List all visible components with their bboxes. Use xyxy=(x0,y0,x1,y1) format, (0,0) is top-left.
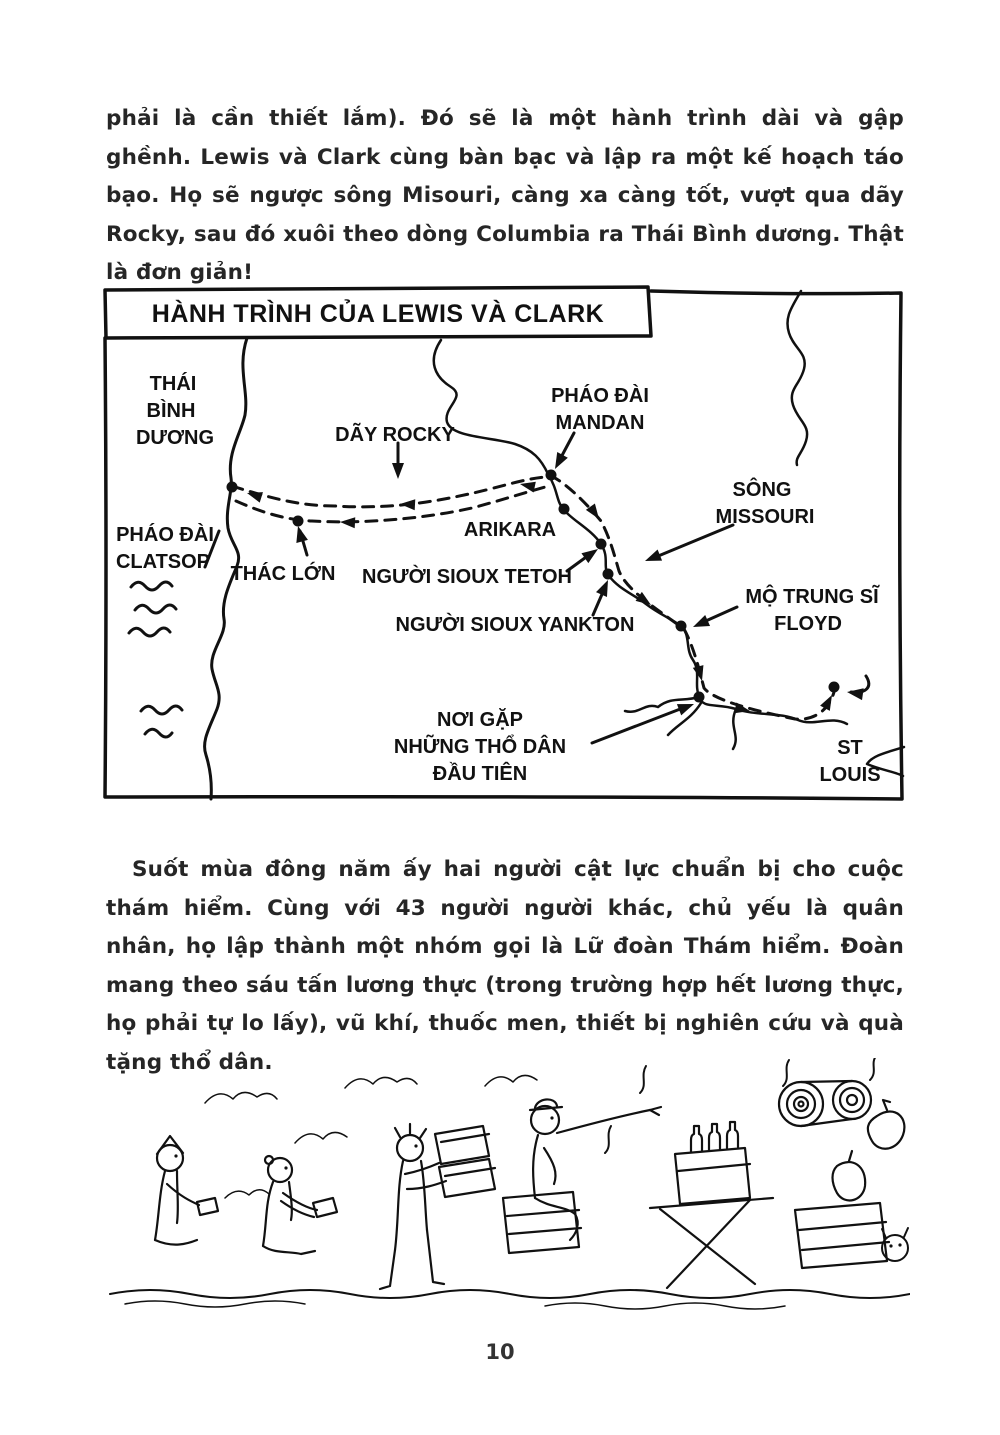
figure-kneeling xyxy=(263,1156,337,1254)
ham-icon xyxy=(868,1100,905,1149)
map-label-fort-mandan-line2: MANDAN xyxy=(555,412,645,434)
map-title: HÀNH TRÌNH CỦA LEWIS VÀ CLARK xyxy=(151,300,605,328)
steam-curls xyxy=(605,1058,876,1153)
map-label-missouri-line2: MISSOURI xyxy=(715,506,815,528)
map-label-first-natives-line1: NƠI GẶP xyxy=(437,709,523,731)
dot-first-natives xyxy=(694,692,705,703)
supply-table xyxy=(650,1122,773,1288)
map-label-rocky: DÃY ROCKY xyxy=(335,424,455,446)
dot-sioux-yankton xyxy=(603,569,614,580)
figure-seated-left xyxy=(155,1136,218,1245)
map-label-floyd-line1: MỘ TRUNG SĨ xyxy=(745,586,879,608)
cloud-scribbles xyxy=(205,1075,537,1198)
barrel-rolls xyxy=(779,1081,871,1126)
map-label-fort-clatsop-line1: PHÁO ĐÀI xyxy=(116,524,214,546)
ground-scribble xyxy=(125,1301,785,1309)
map-label-first-natives-line2: NHỮNG THỔ DÂN xyxy=(393,736,567,758)
map-label-fort-mandan-line1: PHÁO ĐÀI xyxy=(551,385,649,407)
figure-carrying-boxes xyxy=(380,1124,495,1289)
figure-leader-pointing xyxy=(503,1099,661,1253)
map-label-st-louis-line2: LOUIS xyxy=(819,764,881,786)
route-map xyxy=(95,283,910,808)
map-label-pacific-line3: DƯƠNG xyxy=(135,427,215,449)
river-upper xyxy=(434,340,548,474)
map-label-first-natives-line3: ĐẦU TIÊN xyxy=(432,763,528,785)
dot-arikara xyxy=(559,504,570,515)
map-label-great-falls: THÁC LỚN xyxy=(230,563,336,585)
dot-floyd xyxy=(676,621,687,632)
body-paragraph-1: phải là cần thiết lắm). Đó sẽ là một hành trình dài và gập ghềnh. Lewis và Clark cùng bàn bạc và lập ra một kế hoạch táo bạo. Họ sẽ ngược sông Misouri, càng xa càng tốt, vượt qua dãy Rocky, sau đó xuôi theo dòng Columbia ra Thái Bình dương. Thật là đơn giản! xyxy=(106,106,904,285)
page-number: 10 xyxy=(485,1340,515,1364)
dot-sioux-teton xyxy=(596,539,607,550)
map-label-sioux-yankton: NGƯỜI SIOUX YANKTON xyxy=(395,614,635,636)
map-label-fort-clatsop-line2: CLATSOP xyxy=(115,551,211,573)
dot-fort-mandan xyxy=(546,470,557,481)
map-label-st-louis-line1: ST xyxy=(837,737,863,759)
map-label-floyd-line2: FLOYD xyxy=(774,613,842,635)
dot-great-falls xyxy=(293,516,304,527)
map-label-missouri-line1: SÔNG xyxy=(732,479,792,501)
map-label-pacific-line1: THÁI xyxy=(149,373,197,395)
ground-line xyxy=(110,1290,910,1298)
map-label-arikara: ARIKARA xyxy=(463,519,557,541)
expedition-illustration xyxy=(95,1058,910,1313)
river-right xyxy=(787,291,807,465)
dot-st-louis xyxy=(829,682,840,693)
map-label-sioux-teton: NGƯỜI SIOUX TETOH xyxy=(362,566,572,588)
map-label-pacific-line2: BÌNH xyxy=(146,400,196,422)
crates-and-sack xyxy=(795,1151,889,1268)
dot-fort-clatsop xyxy=(227,482,238,493)
body-paragraph-2: Suốt mùa đông năm ấy hai người cật lực chuẩn bị cho cuộc thám hiểm. Cùng với 43 người người khác, chủ yếu là quân nhân, họ lập thành một nhóm gọi là Lữ đoàn Thám hiểm. Đoàn mang theo sáu tấn lương thực (trong trường hợp hết lương thực, họ phải tự lo lấy), vũ khí, thuốc men, thiết bị nghiên cứu và quà tặng thổ dân. xyxy=(106,857,904,1075)
ocean-waves xyxy=(129,582,182,737)
